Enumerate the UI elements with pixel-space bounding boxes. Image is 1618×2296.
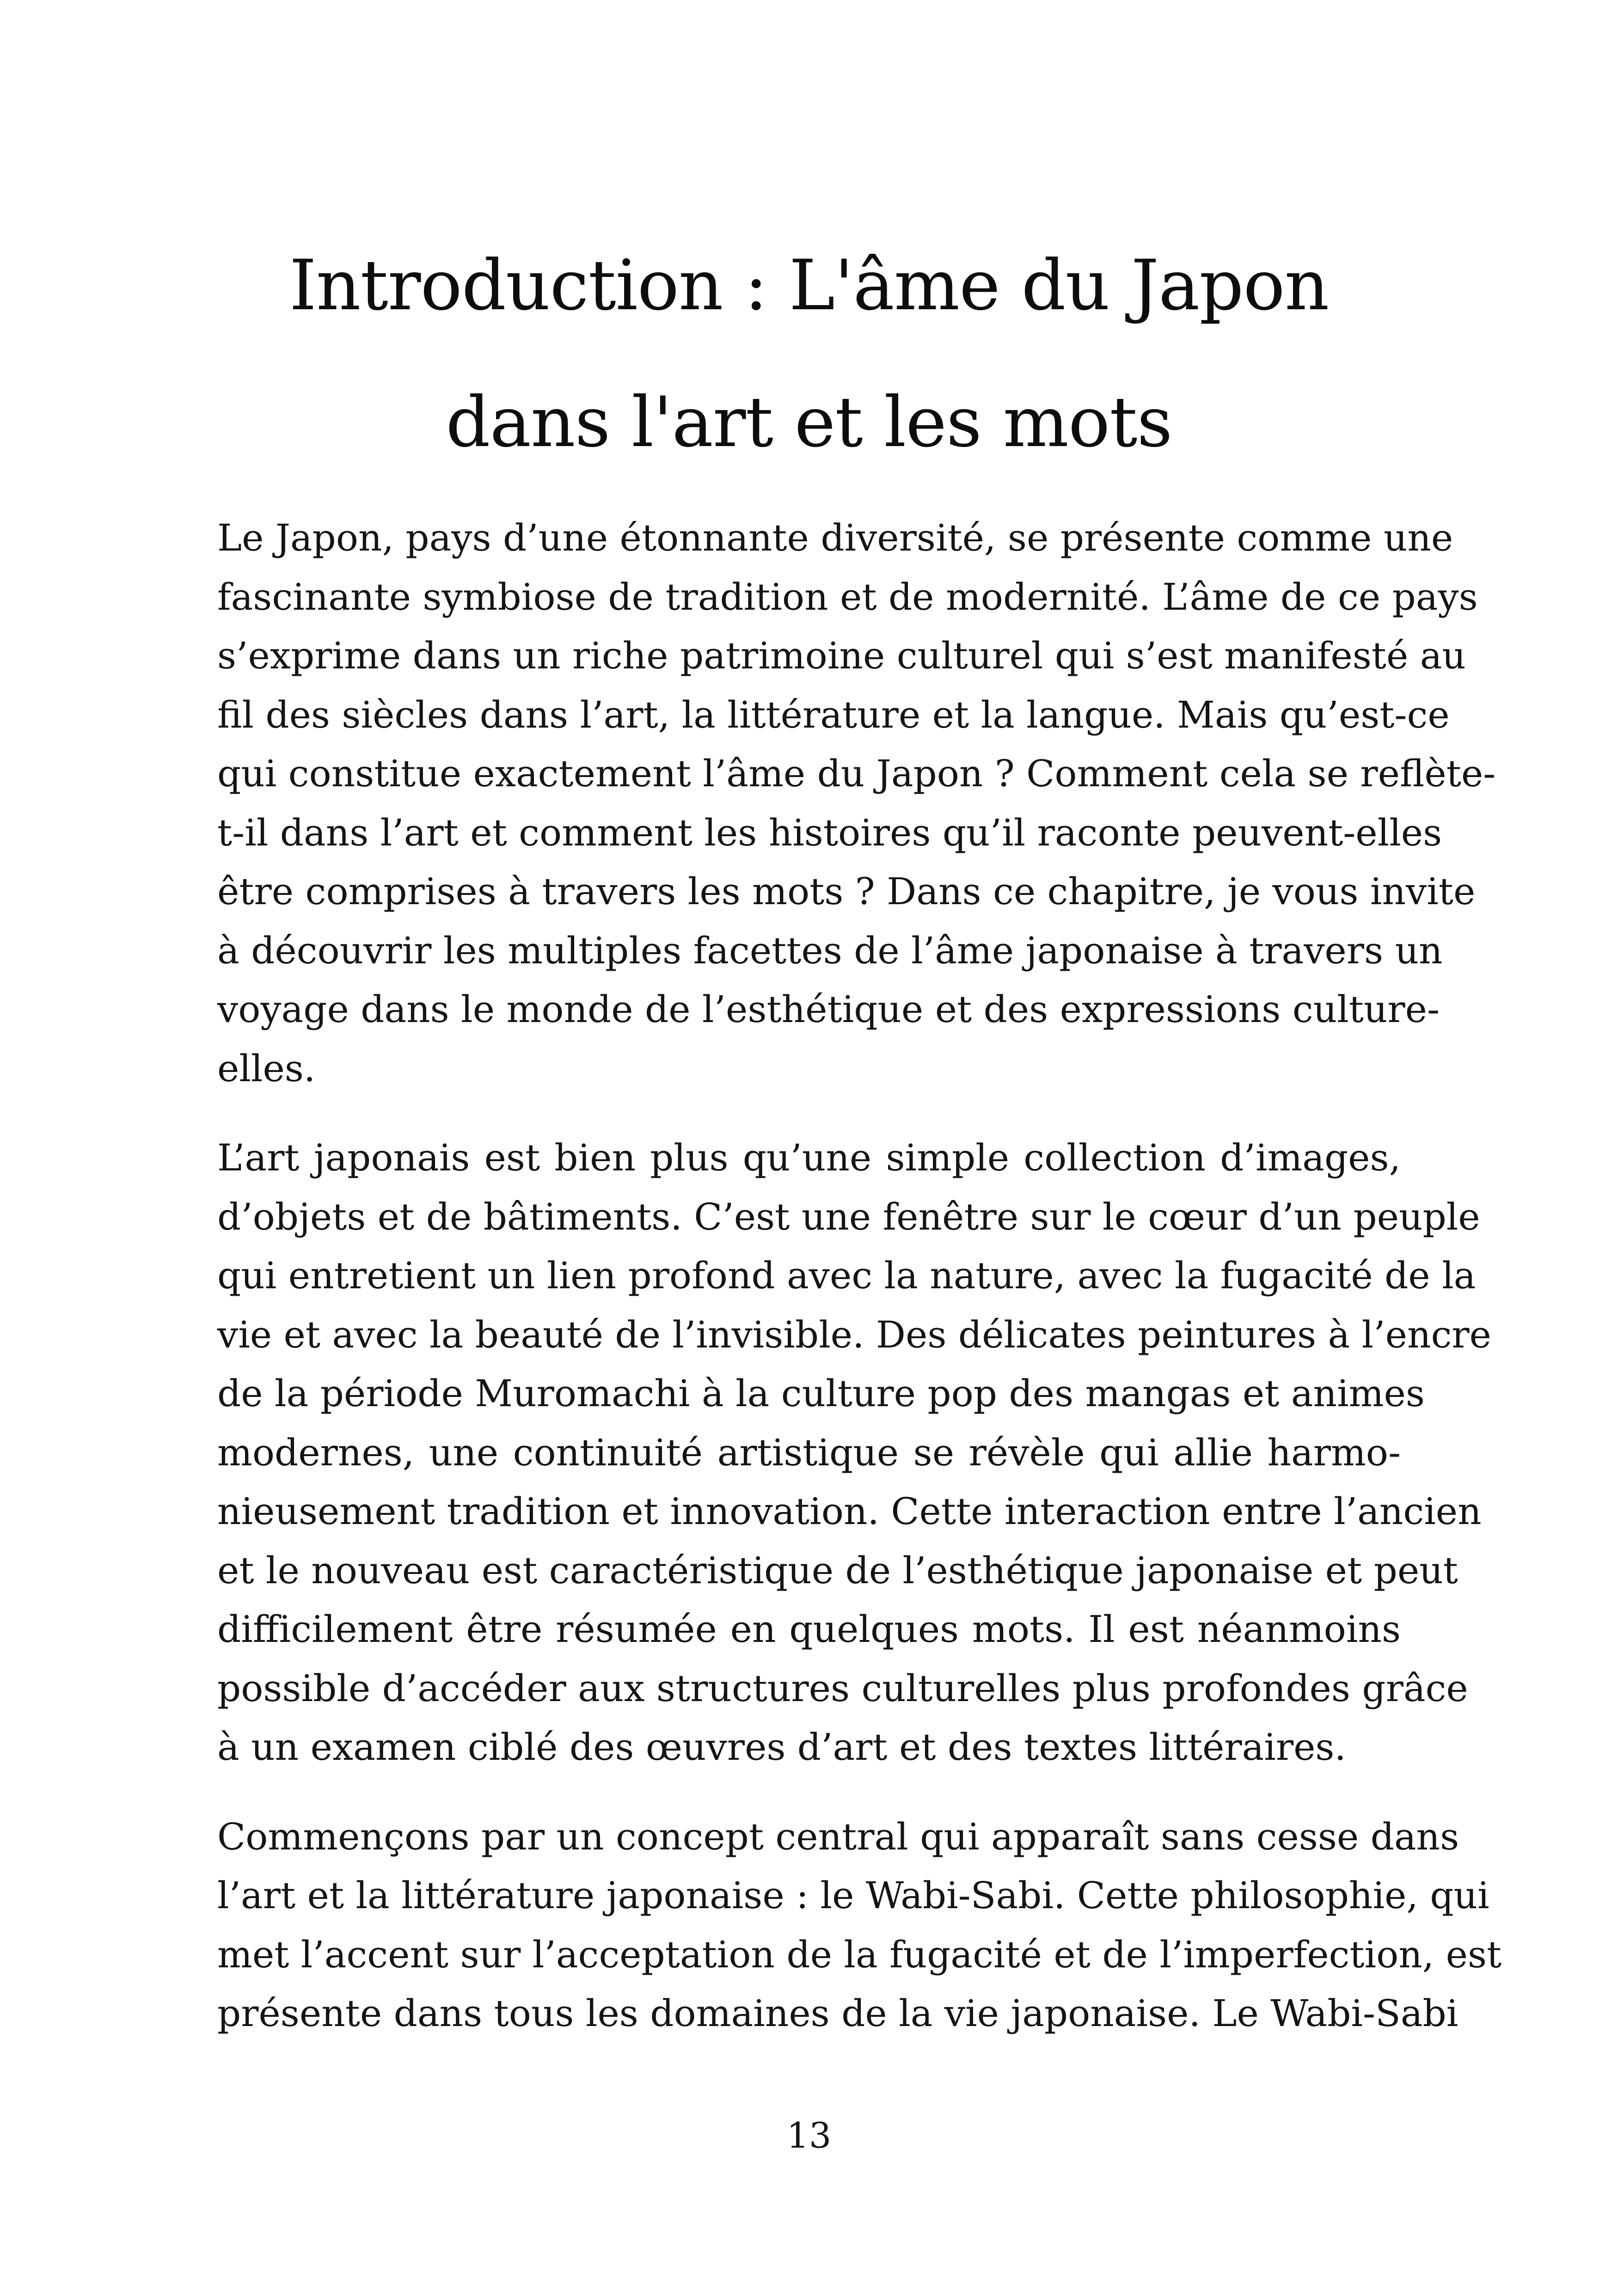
paragraph bbox=[217, 1807, 1502, 2043]
body-text bbox=[217, 508, 1502, 2074]
chapter-title-line: Introduction : L'âme du Japon bbox=[289, 245, 1329, 326]
page-number: 13 bbox=[786, 2115, 832, 2156]
paragraph-line: d’objets et de bâtiments. C’est une fenêtre sur le cœur d’un peuple bbox=[217, 1195, 1480, 1238]
paragraph-line: difficilement être résumée en quelques mots. Il est néanmoins bbox=[217, 1608, 1401, 1651]
paragraph-line: L’art japonais est bien plus qu’une simple collection d’images, bbox=[217, 1136, 1401, 1179]
paragraph-line: Le Japon, pays d’une étonnante diversité, se présente comme une bbox=[217, 516, 1453, 559]
paragraph-line: modernes, une continuité artistique se révèle qui allie harmo- bbox=[217, 1431, 1401, 1474]
paragraph-line: et le nouveau est caractéristique de l’esthétique japonaise et peut bbox=[217, 1549, 1458, 1592]
paragraph-line: t-il dans l’art et comment les histoires qu’il raconte peuvent-elles bbox=[217, 811, 1442, 854]
paragraph-line: présente dans tous les domaines de la vie japonaise. Le Wabi-Sabi bbox=[217, 1992, 1459, 2035]
paragraph-line: l’art et la littérature japonaise : le Wabi-Sabi. Cette philosophie, qui bbox=[217, 1874, 1489, 1917]
paragraph-line: à découvrir les multiples facettes de l’âme japonaise à travers un bbox=[217, 929, 1443, 972]
paragraph-line: vie et avec la beauté de l’invisible. Des délicates peintures à l’encre bbox=[217, 1313, 1491, 1356]
paragraph-line: possible d’accéder aux structures culturelles plus profondes grâce bbox=[217, 1666, 1468, 1710]
paragraph-line: qui constitue exactement l’âme du Japon ? Comment cela se reflète- bbox=[217, 752, 1496, 795]
chapter-title bbox=[139, 217, 1479, 491]
paragraph-line: qui entretient un lien profond avec la nature, avec la fugacité de la bbox=[217, 1254, 1476, 1297]
paragraph-line: voyage dans le monde de l’esthétique et des expressions culture- bbox=[217, 988, 1440, 1031]
paragraph-line: fil des siècles dans l’art, la littérature et la langue. Mais qu’est-ce bbox=[217, 693, 1450, 736]
paragraph-line: être comprises à travers les mots ? Dans ce chapitre, je vous invite bbox=[217, 870, 1476, 913]
paragraph-line: s’exprime dans un riche patrimoine culturel qui s’est manifesté au bbox=[217, 634, 1466, 677]
paragraph-line: de la période Muromachi à la culture pop des mangas et animes bbox=[217, 1372, 1425, 1415]
paragraph bbox=[217, 1128, 1491, 1777]
paragraph-line: elles. bbox=[217, 1047, 316, 1090]
paragraph-line: fascinante symbiose de tradition et de modernité. L’âme de ce pays bbox=[217, 575, 1478, 618]
paragraph-line: Commençons par un concept central qui apparaît sans cesse dans bbox=[217, 1815, 1459, 1858]
paragraph-line: met l’accent sur l’acceptation de la fugacité et de l’imperfection, est bbox=[217, 1933, 1502, 1976]
paragraph bbox=[217, 508, 1496, 1098]
paragraph-line: à un examen ciblé des œuvres d’art et des textes littéraires. bbox=[217, 1726, 1346, 1769]
chapter-title-line: dans l'art et les mots bbox=[446, 382, 1172, 463]
paragraph-line: nieusement tradition et innovation. Cette interaction entre l’ancien bbox=[217, 1490, 1482, 1533]
